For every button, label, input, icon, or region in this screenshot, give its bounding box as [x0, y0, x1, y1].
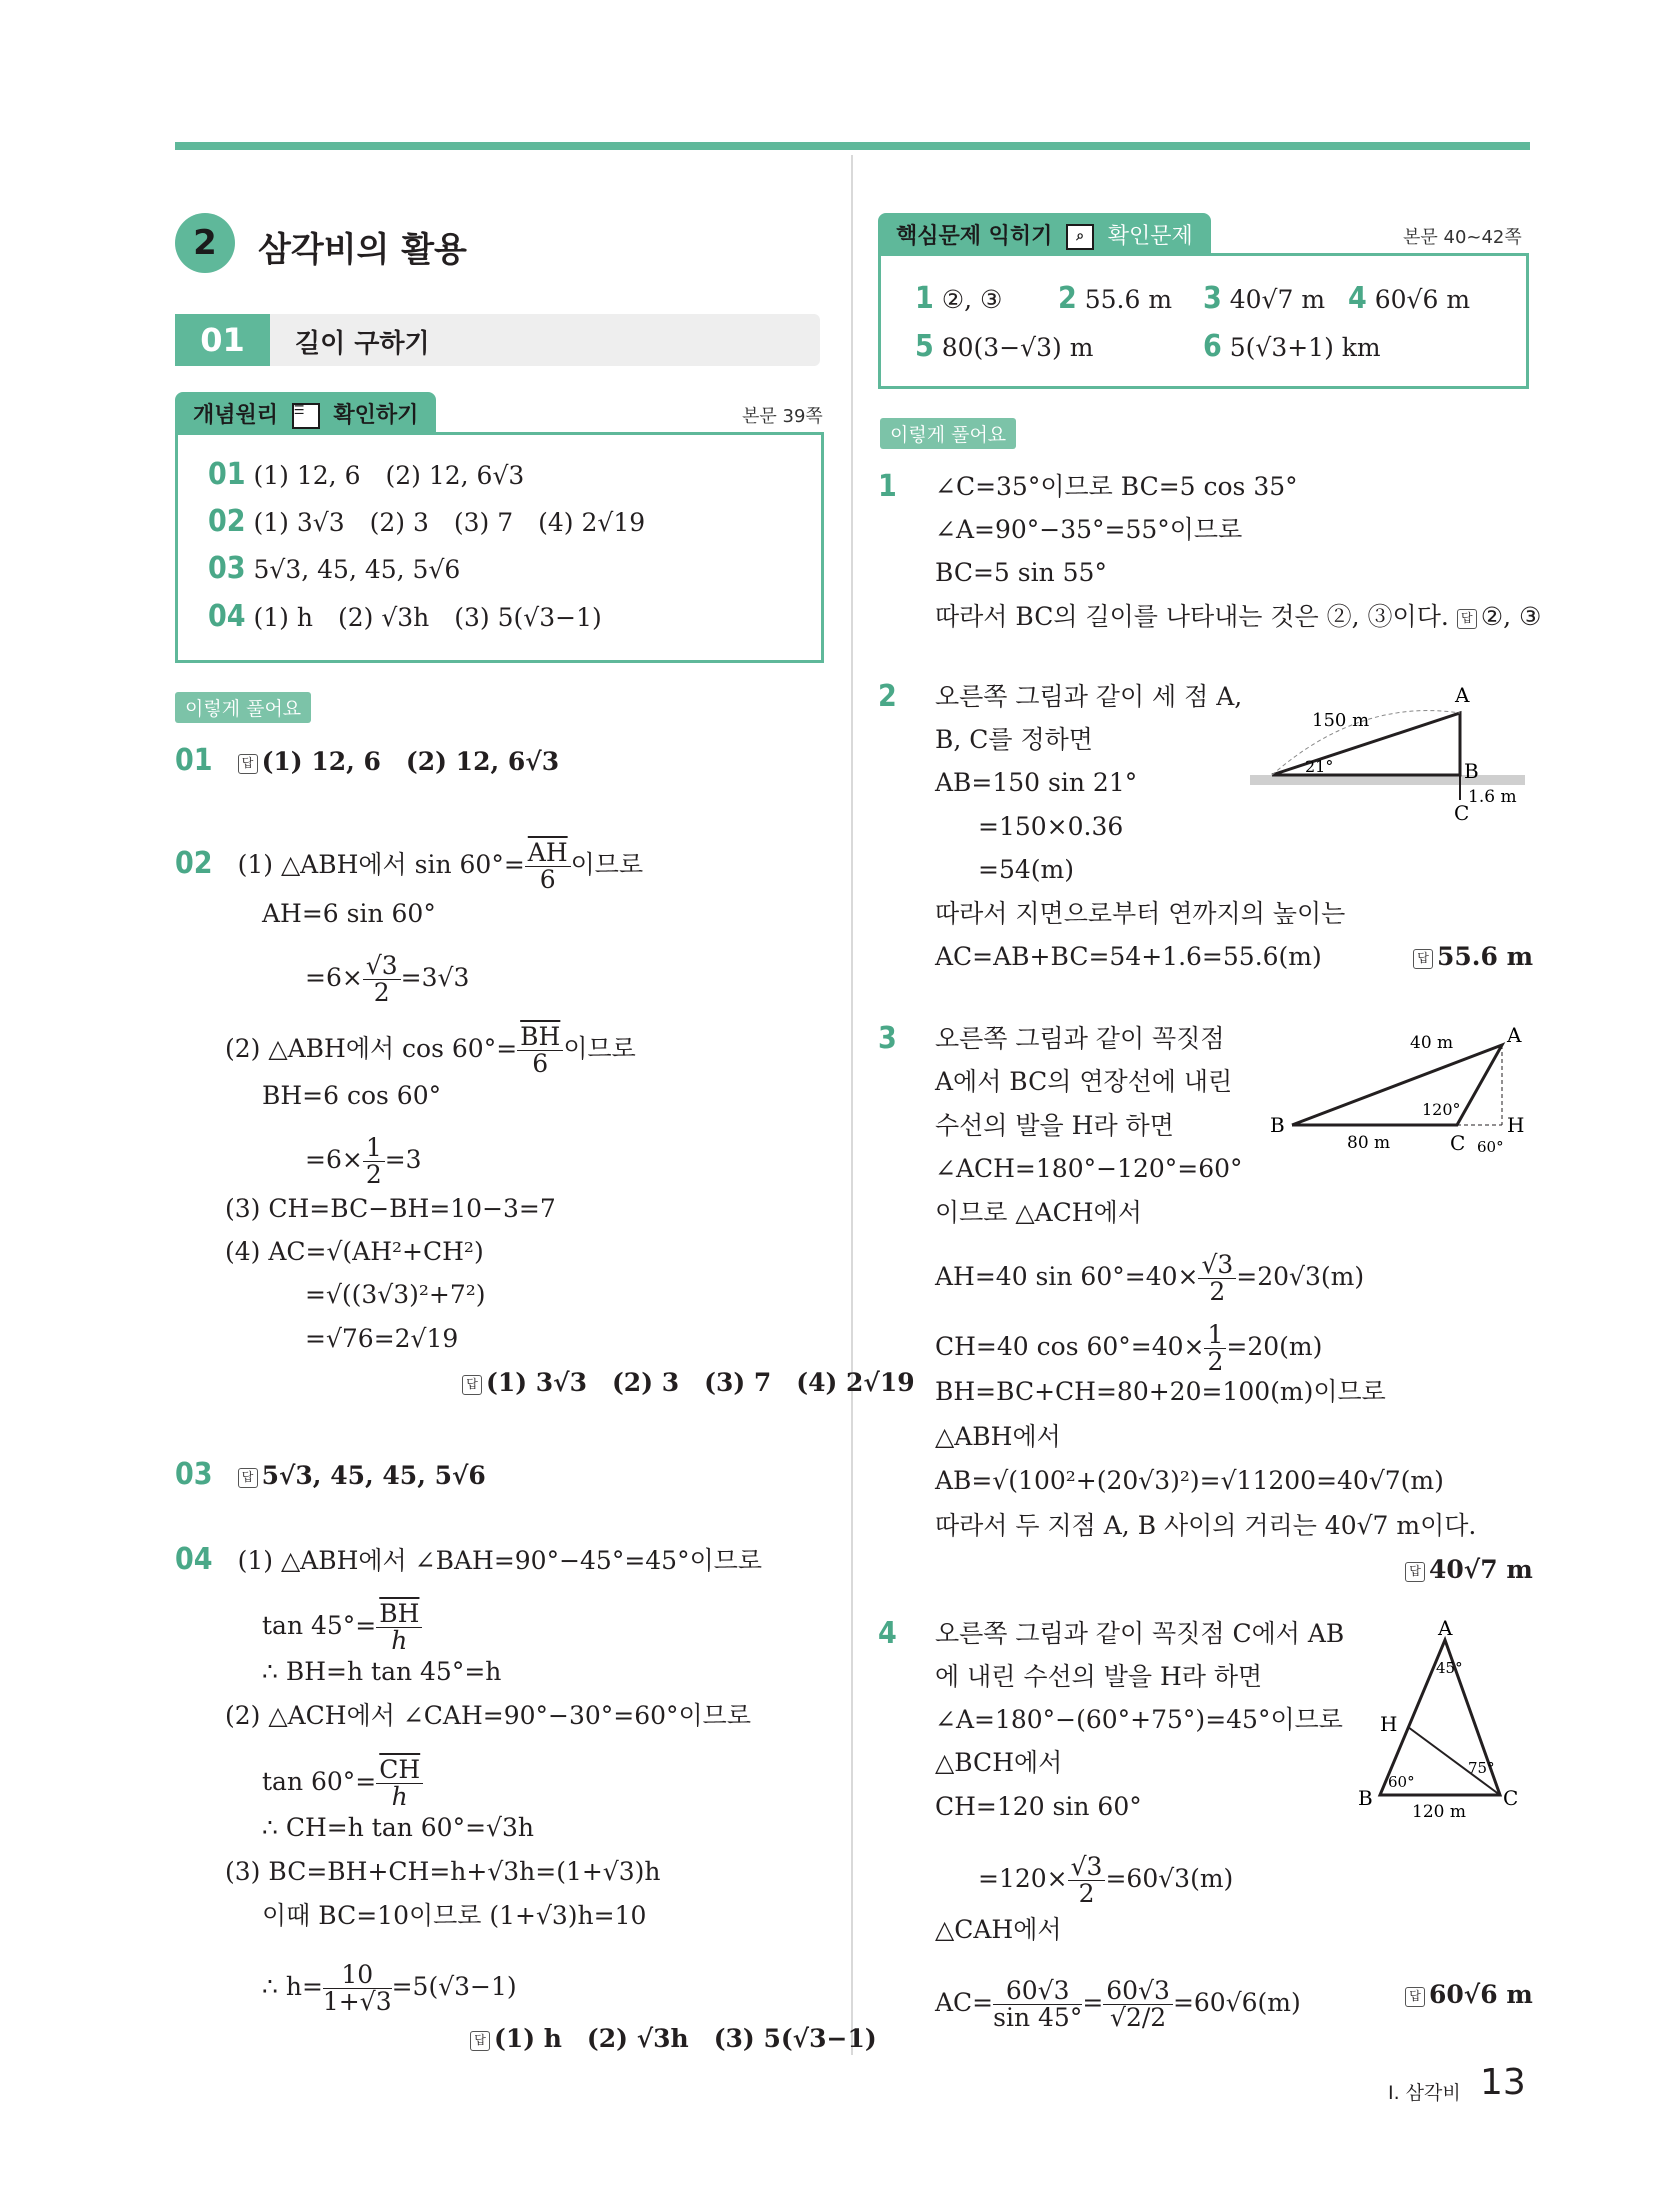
problem-number: 2 — [878, 679, 897, 714]
right-answer-box — [878, 253, 1529, 389]
answer-icon: 답 — [238, 1468, 258, 1488]
problem-number: 3 — [878, 1021, 897, 1056]
section-title: 길이 구하기 — [295, 329, 430, 359]
problem-2-line: B, C를 정하면 — [935, 725, 1093, 754]
solution-02-line: (4) AC=√(AH²+CH²) — [225, 1237, 484, 1266]
label-angle-75: 75° — [1468, 1759, 1495, 1777]
label-h: H — [1507, 1113, 1525, 1137]
problem-2-line: AC=AB+BC=54+1.6=55.6(m) — [935, 942, 1322, 971]
label-b: B — [1358, 1786, 1373, 1810]
answer-icon: 답 — [1405, 1562, 1425, 1582]
item-text: (1) 3√3 (2) 3 (3) 7 (4) 2√19 — [253, 508, 646, 537]
label-angle-120: 120° — [1422, 1100, 1461, 1119]
text: ∴ h= — [262, 1972, 323, 2001]
answer-text: 55.6 m — [1437, 942, 1534, 971]
solution-02-line: =√76=2√19 — [305, 1324, 459, 1353]
fraction — [376, 1601, 422, 1654]
problem-4-line: ∠A=180°−(60°+75°)=45°이므로 — [935, 1705, 1343, 1734]
item-text: (1) h (2) √3h (3) 5(√3−1) — [253, 603, 602, 632]
problem-3-line — [878, 1022, 897, 1057]
problem-4-line: 에 내린 수선의 발을 H라 하면 — [935, 1662, 1263, 1691]
problem-2-line: 오른쪽 그림과 같이 세 점 A, — [935, 682, 1243, 711]
text: tan 45°= — [262, 1611, 377, 1640]
item-number: 4 — [1348, 281, 1367, 316]
problem-1-line: ∠A=90°−35°=55°이므로 — [935, 515, 1243, 544]
item-number: 3 — [1203, 281, 1222, 316]
label-bc: 80 m — [1347, 1133, 1391, 1153]
problem-4-line — [978, 1854, 1233, 1907]
item-number: 6 — [1203, 329, 1222, 364]
fraction — [1204, 1322, 1226, 1375]
denominator: 1+√3 — [322, 1987, 392, 2016]
denominator: 6 — [539, 865, 556, 894]
label-h: H — [1380, 1712, 1398, 1736]
solution-02-line — [175, 840, 643, 893]
problem-3-line: 오른쪽 그림과 같이 꼭짓점 — [935, 1024, 1225, 1053]
label-a: A — [1455, 683, 1470, 707]
solution-02-line: BH=6 cos 60° — [262, 1081, 442, 1110]
item-text: 60√6 m — [1374, 285, 1471, 314]
problem-3-line: 이므로 △ACH에서 — [935, 1198, 1142, 1227]
item-number: 03 — [208, 551, 246, 586]
problem-2-line: =150×0.36 — [978, 812, 1124, 841]
solution-04-line: (3) BC=BH+CH=h+√3h=(1+√3)h — [225, 1857, 661, 1886]
problem-number: 4 — [878, 1616, 897, 1651]
problem-2-line — [878, 680, 897, 715]
numerator: 60√3 — [993, 1978, 1082, 2005]
problem-3-line: AB=√(100²+(20√3)²)=√11200=40√7(m) — [935, 1466, 1444, 1495]
label-angle: 21° — [1305, 757, 1334, 776]
answer-item — [1348, 282, 1470, 317]
denominator: sin 45° — [993, 2003, 1083, 2032]
problem-2-line: 따라서 지면으로부터 연까지의 높이는 — [935, 899, 1346, 928]
text: =3√3 — [400, 963, 470, 992]
item-number: 01 — [208, 457, 246, 492]
problem-3-answer — [1405, 1553, 1533, 1587]
label-c: C — [1450, 1131, 1466, 1155]
problem-4-line — [935, 1978, 1301, 2031]
item-text: 5(√3+1) km — [1229, 333, 1381, 362]
left-box-tab — [175, 392, 436, 435]
answer-icon: 답 — [1405, 1987, 1425, 2007]
problem-3-line — [935, 1252, 1364, 1305]
solve-badge: 이렇게 풀어요 — [880, 418, 1016, 449]
answer-item — [1203, 282, 1325, 317]
problem-3-line: A에서 BC의 연장선에 내린 — [935, 1067, 1233, 1096]
numerator: $\overline{BH}$ — [517, 1024, 563, 1051]
answer-text: (1) 3√3 (2) 3 (3) 7 (4) 2√19 — [486, 1368, 915, 1397]
item-number: 5 — [915, 329, 934, 364]
left-box-tab-sub: 확인하기 — [333, 403, 419, 428]
answer-icon: 답 — [1413, 949, 1433, 969]
triangle-figure-4 — [1350, 1615, 1530, 1835]
problem-4-line: △CAH에서 — [935, 1915, 1062, 1944]
solution-04-line: (2) △ACH에서 ∠CAH=90°−30°=60°이므로 — [225, 1701, 751, 1730]
denominator: 6 — [532, 1049, 549, 1078]
solution-04-line: ∴ CH=h tan 60°=√3h — [262, 1813, 534, 1842]
answer-text: 5√3, 45, 45, 5√6 — [261, 1461, 486, 1490]
column-divider — [851, 155, 853, 2055]
text: =20√3(m) — [1236, 1262, 1365, 1291]
chapter-number: 2 — [193, 223, 217, 263]
answer-item — [1203, 330, 1381, 365]
item-number: 02 — [208, 504, 246, 539]
solution-04-answer — [470, 2022, 877, 2056]
text: =60√3(m) — [1105, 1864, 1234, 1893]
answer-item — [915, 282, 1002, 317]
problem-2-line: =54(m) — [978, 855, 1074, 884]
problem-4-line — [878, 1617, 897, 1652]
answer-item — [1058, 282, 1172, 317]
solution-04-line: 이때 BC=10이므로 (1+√3)h=10 — [262, 1901, 647, 1930]
problem-4-line: △BCH에서 — [935, 1748, 1063, 1777]
numerator: √3 — [1198, 1252, 1236, 1279]
problem-1-line — [935, 600, 1541, 634]
answer-icon: 답 — [1457, 609, 1477, 629]
denominator: h — [391, 1626, 408, 1655]
left-box-tab-label: 개념원리 — [193, 403, 279, 428]
item-text: (1) 12, 6 (2) 12, 6√3 — [253, 461, 525, 490]
answer-item — [915, 330, 1093, 365]
numerator: 1 — [363, 1135, 385, 1162]
numerator: √3 — [1068, 1854, 1106, 1881]
label-angle-45: 45° — [1436, 1659, 1463, 1677]
left-box-page-ref: 본문 39쪽 — [742, 406, 823, 427]
answer-icon: 답 — [470, 2031, 490, 2051]
page-number: 13 — [1480, 2062, 1526, 2103]
checklist-icon: ☰ — [292, 403, 320, 429]
text: =60√6(m) — [1172, 1988, 1301, 2017]
text: =120× — [978, 1864, 1068, 1893]
label-b: B — [1464, 759, 1479, 783]
solution-04-line — [262, 1601, 422, 1654]
right-box-tab-label: 핵심문제 익히기 — [896, 224, 1053, 249]
left-box-item — [208, 505, 645, 540]
numerator: 10 — [323, 1962, 392, 1989]
solution-02-line: AH=6 sin 60° — [262, 899, 436, 928]
problem-1-line: BC=5 sin 55° — [935, 558, 1107, 587]
item-text: 40√7 m — [1229, 285, 1326, 314]
denominator: 2 — [1207, 1347, 1224, 1376]
right-box-tab — [878, 213, 1211, 256]
footer-chapter: I. 삼각비 — [1388, 2082, 1461, 2104]
item-text: 55.6 m — [1084, 285, 1173, 314]
label-ac: 40 m — [1410, 1033, 1454, 1053]
solution-number: 04 — [175, 1542, 213, 1577]
problem-4-line: CH=120 sin 60° — [935, 1792, 1142, 1821]
item-text: ②, ③ — [941, 285, 1003, 314]
answer-icon: 답 — [462, 1375, 482, 1395]
label-length: 150 m — [1312, 710, 1370, 731]
denominator: √2/2 — [1110, 2003, 1167, 2032]
triangle — [1292, 1045, 1502, 1125]
text: AH=40 sin 60°=40× — [935, 1262, 1199, 1291]
label-a: A — [1438, 1616, 1453, 1640]
fraction — [376, 1757, 423, 1810]
text: (2) △ABH에서 cos 60°= — [225, 1034, 518, 1063]
problem-2-answer — [1413, 940, 1533, 974]
problem-3-line: 따라서 두 지점 A, B 사이의 거리는 40√7 m이다. — [935, 1511, 1477, 1540]
answer-icon: 답 — [238, 754, 258, 774]
text: CH=40 cos 60°=40× — [935, 1332, 1205, 1361]
solution-number: 01 — [175, 743, 213, 778]
text: AC= — [935, 1988, 994, 2017]
text: =6× — [305, 963, 363, 992]
item-text: 80(3−√3) m — [941, 333, 1094, 362]
text: =5(√3−1) — [391, 1972, 517, 2001]
answer-text: (1) h (2) √3h (3) 5(√3−1) — [494, 2024, 877, 2053]
section-bar — [175, 314, 820, 366]
denominator: 2 — [1209, 1277, 1226, 1306]
fraction — [1068, 1854, 1106, 1907]
solve-badge: 이렇게 풀어요 — [175, 692, 311, 723]
chapter-number-circle — [175, 213, 235, 273]
problem-3-line: △ABH에서 — [935, 1422, 1061, 1451]
fraction — [363, 953, 401, 1006]
text: (1) △ABH에서 ∠BAH=90°−45°=45°이므로 — [237, 1546, 763, 1575]
solution-01 — [175, 744, 559, 779]
fraction — [1198, 1252, 1236, 1305]
label-length: 120 m — [1412, 1802, 1466, 1822]
magnifier-icon: ⌕ — [1066, 224, 1094, 250]
numerator: $\overline{BH}$ — [376, 1601, 422, 1628]
label-a: A — [1507, 1023, 1522, 1047]
denominator: 2 — [1078, 1879, 1095, 1908]
answer-text: 60√6 m — [1429, 1980, 1533, 2009]
solution-02-line: (3) CH=BC−BH=10−3=7 — [225, 1194, 556, 1223]
text: 이므로 — [570, 850, 644, 879]
top-rule — [175, 142, 1530, 150]
label-angle-60: 60° — [1388, 1773, 1415, 1791]
denominator: h — [391, 1782, 408, 1811]
solution-number: 03 — [175, 1457, 213, 1492]
triangle-figure-3 — [1262, 1020, 1532, 1170]
label-angle-60: 60° — [1477, 1138, 1504, 1156]
problem-2-line: AB=150 sin 21° — [935, 768, 1138, 797]
text: =6× — [305, 1145, 363, 1174]
item-number: 04 — [208, 599, 246, 634]
problem-1-line — [878, 470, 897, 505]
denominator: 2 — [365, 1160, 382, 1189]
text: 따라서 BC의 길이를 나타내는 것은 ②, ③이다. — [935, 602, 1449, 631]
item-number: 2 — [1058, 281, 1077, 316]
text: = — [1082, 1988, 1104, 2017]
fraction — [323, 1962, 392, 2015]
solution-02-line — [305, 1135, 422, 1188]
fraction — [363, 1135, 385, 1188]
numerator: 1 — [1204, 1322, 1226, 1349]
text: =20(m) — [1226, 1332, 1323, 1361]
solution-number: 02 — [175, 846, 213, 881]
fraction — [517, 1024, 563, 1077]
right-box-tab-sub: 확인문제 — [1107, 224, 1193, 249]
solution-04-line — [262, 1962, 517, 2015]
solution-02-answer — [462, 1366, 915, 1400]
answer-text: ②, ③ — [1480, 602, 1542, 631]
numerator: √3 — [363, 953, 401, 980]
solution-04-line — [175, 1543, 762, 1578]
solution-04-line: ∴ BH=h tan 45°=h — [262, 1657, 502, 1686]
denominator: 2 — [373, 978, 390, 1007]
fraction — [993, 1978, 1082, 2031]
solution-02-line — [225, 1024, 636, 1077]
problem-4-answer — [1405, 1978, 1533, 2012]
problem-1-line: ∠C=35°이므로 BC=5 cos 35° — [935, 472, 1298, 501]
solution-02-line: =√((3√3)²+7²) — [305, 1280, 486, 1309]
problem-3-line: ∠ACH=180°−120°=60° — [935, 1154, 1243, 1183]
fraction — [1103, 1978, 1173, 2031]
answer-text: (1) 12, 6 (2) 12, 6√3 — [261, 747, 560, 776]
item-text: 5√3, 45, 45, 5√6 — [253, 555, 461, 584]
text: 이므로 — [563, 1034, 636, 1063]
numerator: $\overline{CH}$ — [376, 1757, 423, 1784]
section-number: 01 — [175, 314, 270, 366]
fraction — [525, 840, 571, 893]
chapter-title: 삼각비의 활용 — [258, 230, 467, 270]
item-number: 1 — [915, 281, 934, 316]
text: (1) △ABH에서 sin 60°= — [237, 850, 525, 879]
text: =3 — [384, 1145, 422, 1174]
numerator: $\overline{AH}$ — [525, 840, 571, 867]
label-height: 1.6 m — [1468, 787, 1517, 807]
solution-03 — [175, 1458, 486, 1493]
numerator: 60√3 — [1103, 1978, 1173, 2005]
left-box-item — [208, 552, 460, 587]
right-box-page-ref: 본문 40~42쪽 — [1403, 227, 1522, 248]
label-c: C — [1454, 801, 1470, 825]
label-b: B — [1270, 1113, 1285, 1137]
left-box-item — [208, 600, 602, 635]
problem-number: 1 — [878, 469, 897, 504]
text: tan 60°= — [262, 1767, 377, 1796]
answer-text: 40√7 m — [1429, 1555, 1533, 1584]
label-c: C — [1503, 1786, 1519, 1810]
problem-3-line: BH=BC+CH=80+20=100(m)이므로 — [935, 1377, 1386, 1406]
solution-02-line — [305, 953, 469, 1006]
problem-3-line — [935, 1322, 1322, 1375]
kite-figure — [1250, 680, 1530, 840]
problem-4-line: 오른쪽 그림과 같이 꼭짓점 C에서 AB — [935, 1619, 1345, 1648]
problem-3-line: 수선의 발을 H라 하면 — [935, 1111, 1174, 1140]
solution-04-line — [262, 1757, 423, 1810]
left-box-item — [208, 458, 524, 493]
